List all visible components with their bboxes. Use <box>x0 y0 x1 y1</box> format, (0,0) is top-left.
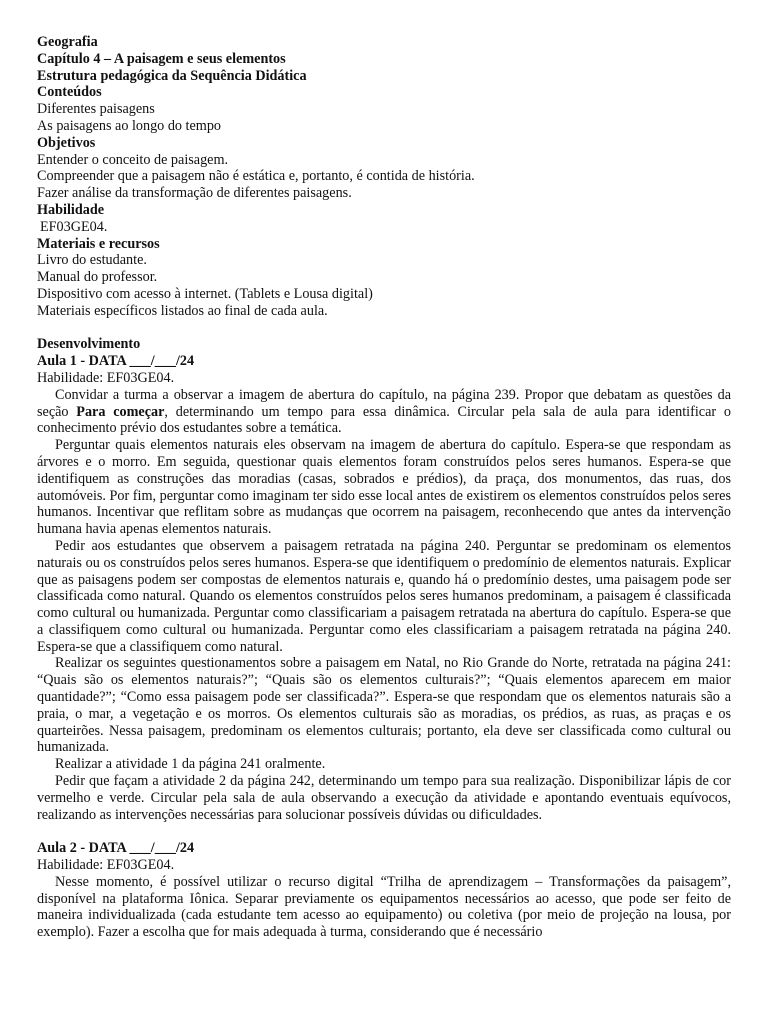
material-item: Dispositivo com acesso à internet. (Tablets e Lousa digital) <box>37 285 373 302</box>
material-item: Livro do estudante. <box>37 252 147 269</box>
subject-title: Geografia <box>37 34 98 50</box>
lesson-1-paragraph <box>37 387 731 437</box>
contents-item: As paisagens ao longo do tempo <box>37 117 222 134</box>
contents-heading: Conteúdos <box>37 84 102 101</box>
development-heading: Desenvolvimento <box>37 336 141 353</box>
spacer <box>37 320 731 337</box>
skill-code: EF03GE04. <box>40 218 108 235</box>
lesson-1-paragraph: Realizar os seguintes questionamentos sobre a paisagem em Natal, no Rio Grande do Norte, retratada na página 241: “Quais são os elementos naturais?”; “Quais são os elementos culturais?”; “Quais elementos aparecem em maior quantidade?”; “Como essa paisagem pode ser classificada?”. Espera-se que respondam que os elementos naturais são a praia, o mar, a vegetação e os morros. Os elementos culturais são as moradias, os prédios, as ruas, as praças e os quarteirões. Nessa paisagem, predominam os elementos culturais; portanto, ela deve ser classificada como cultural ou humanizada. <box>37 655 731 756</box>
materials-heading: Materiais e recursos <box>37 235 160 252</box>
paragraph-text: , determinando um tempo para essa dinâmica. Circular pela sala de aula para identificar o conhecimento prévio dos estudantes sobre a temática. <box>37 403 731 437</box>
lesson-1-title: Aula 1 - DATA ___/___/24 <box>37 353 195 370</box>
chapter-title: Capítulo 4 – A paisagem e seus elementos <box>37 50 286 67</box>
structure-title: Estrutura pedagógica da Sequência Didática <box>37 67 307 84</box>
lesson-1-paragraph: Pedir aos estudantes que observem a paisagem retratada na página 240. Perguntar se predominam os elementos naturais ou os construídos pelos seres humanos. Espera-se que identifiquem o predomínio de elementos naturais. Explicar que as paisagens podem ser compostas de elementos naturais e, quando há o predomínio destes, uma paisagem pode ser classificada como natural. Quando os elementos construídos pelos seres humanos predominam, a paisagem é classificada como cultural ou humanizada. Perguntar como classificariam a paisagem retratada na abertura do capítulo. Espera-se que a classifiquem como cultural ou humanizada. Perguntar como eles classificariam a paisagem retratada na página 240. Espera-se que a classifiquem como natural. <box>37 537 731 655</box>
lesson-1-paragraph: Perguntar quais elementos naturais eles observam na imagem de abertura do capítulo. Espera-se que respondam as árvores e o morro. Em seguida, questionar quais elementos foram construídos pelos seres humanos. Espera-se que identifiquem as construções das moradias (casas, sobrados e prédios), da praça, dos monumentos, das ruas, dos automóveis. Por fim, perguntar como imaginam ter sido esse local antes de existirem os elementos construídos pelos seres humanos. Incentivar que reflitam sobre as mudanças que ocorrem na paisagem, reconhecendo que antes da intervenção humana havia apenas elementos naturais. <box>37 437 731 538</box>
objectives-heading: Objetivos <box>37 134 96 151</box>
material-item: Materiais específicos listados ao final de cada aula. <box>37 302 328 319</box>
lesson-1-paragraph: Realizar a atividade 1 da página 241 oralmente. <box>55 756 326 773</box>
lesson-1-paragraph: Pedir que façam a atividade 2 da página 242, determinando um tempo para sua realização. Disponibilizar lápis de cor vermelho e verde. Circular pela sala de aula observando a execução da atividade e apontando eventuais equívocos, realizando as intervenções necessárias para solucionar possíveis dúvidas ou dificuldades. <box>37 773 731 823</box>
objective-item: Fazer análise da transformação de diferentes paisagens. <box>37 185 352 202</box>
material-item: Manual do professor. <box>37 269 158 286</box>
spacer <box>37 823 731 840</box>
contents-item: Diferentes paisagens <box>37 101 155 118</box>
skill-heading: Habilidade <box>37 201 105 218</box>
lesson-2-paragraph: Nesse momento, é possível utilizar o recurso digital “Trilha de aprendizagem – Transformações da paisagem”, disponível na plataforma Iônica. Separar previamente os equipamentos necessários ao acesso, que pode ser feito de maneira individualizada (cada estudante tem acesso ao equipamento) ou coletiva (por meio de projeção na lousa, por exemplo). Fazer a escolha que for mais adequada à turma, considerando que é necessário <box>37 873 731 941</box>
paragraph-text: Convidar a turma a observar a imagem de abertura do capítulo, na página 239. Propor que debatam as questões da seção <box>37 386 731 420</box>
lesson-1-skill: Habilidade: EF03GE04. <box>37 369 175 386</box>
objective-item: Entender o conceito de paisagem. <box>37 151 229 168</box>
section-name: Para começar <box>76 403 165 420</box>
lesson-2-skill: Habilidade: EF03GE04. <box>37 857 175 874</box>
lesson-2-title: Aula 2 - DATA ___/___/24 <box>37 840 195 857</box>
objective-item: Compreender que a paisagem não é estática e, portanto, é contida de história. <box>37 168 475 185</box>
